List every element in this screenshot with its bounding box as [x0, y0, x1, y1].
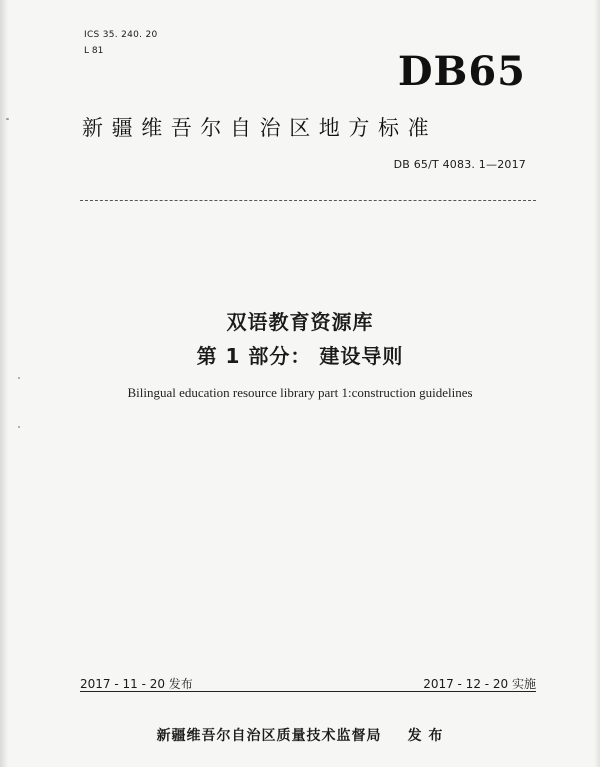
publisher-line	[0, 725, 600, 745]
implement-date: 2017 - 12 - 20 实施	[423, 677, 536, 691]
document-title-line2: 第 1 部分： 建设导则	[196, 344, 404, 368]
ics-code: ICS 35. 240. 20	[84, 30, 158, 40]
footer-divider	[80, 691, 536, 692]
issue-date: 2017 - 11 - 20 发布	[80, 677, 193, 691]
publisher-name: 新疆维吾尔自治区质量技术监督局	[156, 728, 382, 744]
scan-speck	[18, 426, 20, 428]
publish-label: 发 布	[407, 728, 444, 744]
scan-speck	[6, 118, 9, 120]
document-title-line1: 双语教育资源库	[226, 310, 374, 334]
standard-code: DB65	[397, 48, 526, 95]
scan-edge-left	[0, 0, 8, 767]
scan-speck	[18, 377, 20, 379]
standard-title: 新疆维吾尔自治区地方标准	[82, 116, 438, 140]
ccs-code: L 81	[84, 46, 104, 56]
scan-edge-right	[594, 0, 600, 767]
document-title-english: Bilingual education resource library part 1:construction guidelines	[127, 385, 473, 400]
header-divider	[80, 200, 536, 201]
standard-number: DB 65/T 4083. 1—2017	[393, 158, 526, 171]
